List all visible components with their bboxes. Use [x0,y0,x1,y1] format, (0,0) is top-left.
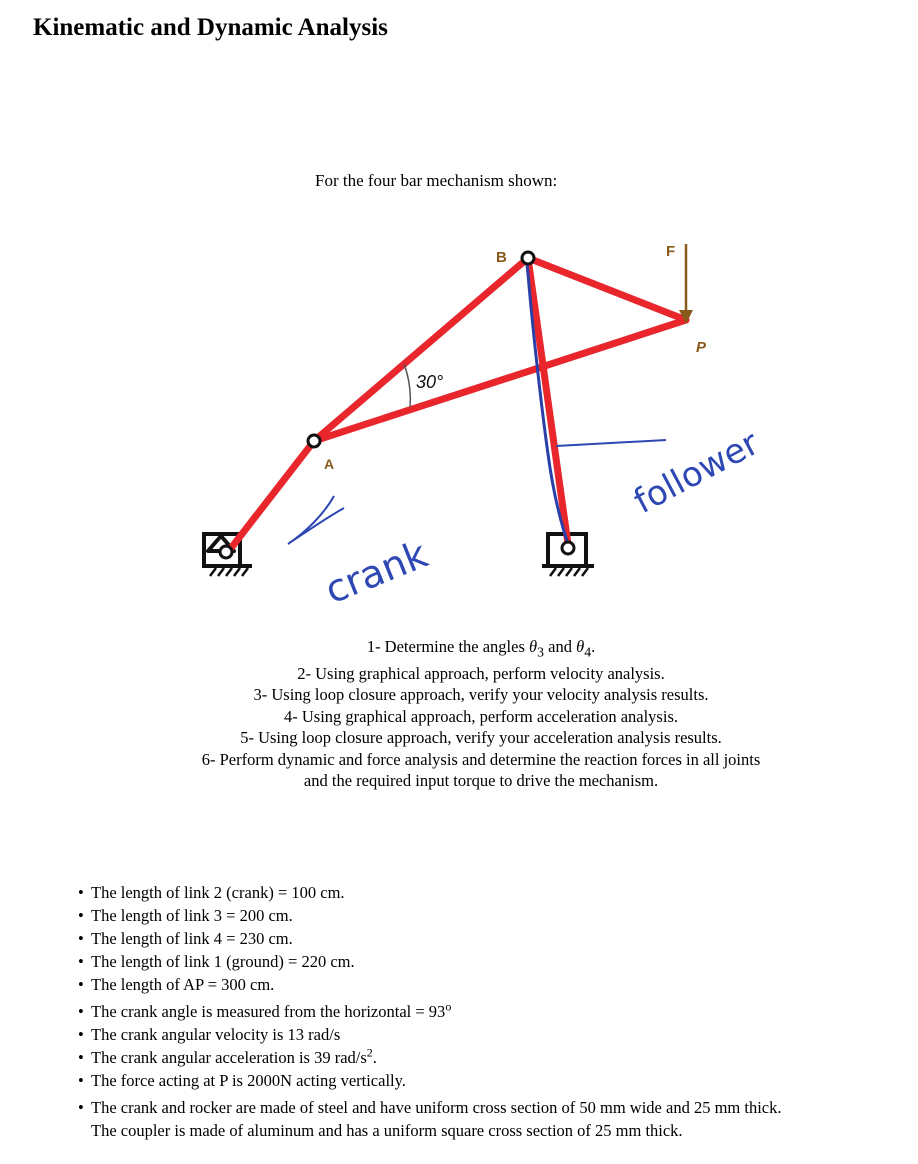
given-omega: • The crank angular velocity is 13 rad/s [78,1023,898,1046]
task-4: 4- Using graphical approach, perform acceleration analysis. [283,706,678,726]
follower-label: follower [627,423,766,522]
task-list [196,636,766,792]
crank-pointer [288,496,344,544]
pin-ground-left [220,546,232,558]
coupler-edge-bp [528,258,686,320]
given-link3: • The length of link 3 = 200 cm. [78,904,898,927]
given-data [78,881,898,1142]
task-3: 3- Using loop closure approach, verify your velocity analysis results. [253,685,709,705]
given-alpha: • The crank angular acceleration is 39 rad/$s^2$. [78,1046,898,1069]
pin-ground-right [562,542,574,554]
pin-a [308,435,320,447]
coupler-edge-ap [314,320,686,441]
label-f: F [666,243,676,260]
force-arrow [679,244,693,324]
task-5: 5- Using loop closure approach, verify your acceleration analysis results. [240,728,722,748]
given-link4: • The length of link 4 = 230 cm. [78,927,898,950]
given-material: • The crank and rocker are made of steel and have uniform cross section of 50 mm wide and 25 mm thick. The coupler is made of aluminum and has a uniform square cross section of 25 mm thick. [78,1096,898,1142]
task-2: 2- Using graphical approach, perform velocity analysis. [297,663,665,683]
crank-label: crank [318,531,434,613]
angle-arc [404,364,410,407]
label-b: B [496,249,507,266]
given-crank-angle: • The crank angle is measured from the horizontal = $93^o$ [78,1000,898,1023]
given-link1: • The length of link 1 (ground) = 220 cm. [78,950,898,973]
label-a: A [324,456,335,472]
angle-label: 30° [416,372,444,392]
mechanism-diagram [196,214,776,624]
given-ap: • The length of AP = 300 cm. [78,973,898,996]
pin-b [522,252,534,264]
label-p: P [696,339,707,356]
mechanism-figure [196,214,776,624]
task-6: 6- Perform dynamic and force analysis and determine the reaction forces in all joints and the required input torque to drive the mechanism. [201,749,761,791]
given-link2: • The length of link 2 (crank) = 100 cm. [78,881,898,904]
intro-text: For the four bar mechanism shown: [315,171,558,190]
rocker-link [528,258,568,544]
given-force: • The force acting at P is 2000N acting vertically. [78,1069,898,1092]
task-1: 1- Determine the angles $\theta_3$ and $\theta_4$. [366,637,596,660]
coupler-edge-ab [314,258,528,441]
page-title: Kinematic and Dynamic Analysis [33,14,388,41]
follower-pointer [556,440,666,446]
